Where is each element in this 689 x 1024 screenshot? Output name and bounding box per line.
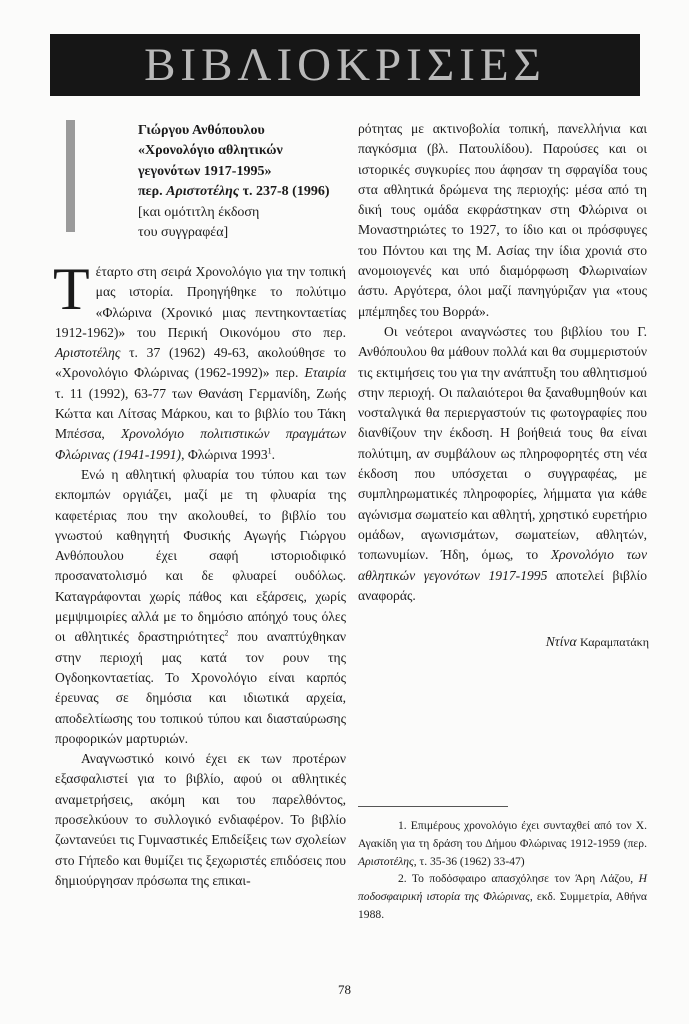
paragraph-4: ρότητας με ακτινοβολία τοπική, πανελλήνια και παγκόσμια (βλ. Πατουλίδου). Παρούσες και οι ιστορικές συγκυρίες που άφησαν τη σφραγίδα τους στα αθλητικά δρώμενα της περιοχής: μέσα από τη δική τους ομάδα εκφράστηκαν στη Φλώρινα οι Μοναστηριώτες το 1927, το ίδιο και οι πρόσφυγες του Πόντου και της Μ. Ασίας την ίδια χρονιά στο ανομοιογενές και υπό διαμόρφωση Φλωριναίων άστυ. Αργότερα, όλοι μαζί πανηγύριζαν για «τους μπέμπηδες του Βορρά». [358,121,647,319]
drop-cap: Τ [53,256,90,322]
book-title-line-2: γεγονότων 1917-1995» [138,163,272,179]
book-reference: περ. Αριστοτέλης τ. 237-8 (1996) [138,184,330,200]
edition-note-line-2: του συγγραφέα] [138,225,229,241]
right-column [358,119,647,606]
decorative-bar [66,120,75,232]
section-title: ΒΙΒΛΙΟΚΡΙΣΙΕΣ [144,38,546,91]
footnotes [358,817,647,924]
paragraph-3: Αναγνωστικό κοινό έχει εκ των προτέρων εξασφαλιστεί για το βιβλίο, αφού οι αθλητικές αναμετρήσεις, ακόμη και του παρελθόντος, προσελκύουν το συλλογικό ενδιαφέρον. Το βιβλίο ζωντανεύει τις Γυμναστικές Επιδείξεις των σχολείων στο Γήπεδο και θυμίζει τις ξεχωριστές επιδόσεις που δημιούργησαν πρόσωπα της επικαι- [55,751,346,888]
left-column [53,256,347,891]
footnote-2: 2. Το ποδόσφαιρο απασχόλησε τον Άρη Λάζου, Η ποδοσφαιρική ιστορία της Φλώρινας, εκδ. Συμμετρία, Αθήνα 1988. [358,872,647,921]
review-header [138,121,350,243]
book-title-line-1: «Χρονολόγιο αθλητικών [138,143,283,159]
footnote-1: 1. Επιμέρους χρονολόγιο έχει συνταχθεί από τον Χ. Αγακίδη για τη δράση του Δήμου Φλώρινας 1912-1959 (περ. Αριστοτέλης, τ. 35-36 (1962) 33-47) [358,819,647,868]
edition-note-line-1: [και ομότιτλη έκδοση [138,204,260,220]
page-number: 78 [338,982,351,997]
paragraph-5: Οι νεότεροι αναγνώστες του βιβλίου του Γ. Ανθόπουλου θα μάθουν πολλά και θα συμμεριστούν τις εκτιμήσεις του για την ανάπτυξη του αθλητισμού στην περιοχή. Οι παλαιότεροι θα ξαναθυμηθούν και νοσταλγικά θα περιεργαστούν τις φωτογραφίες που διανθίζουν την έκδοση. Η βοήθειά τους θα είναι πολύτιμη, αν συμβάλουν ως πληροφορητές στη νέα έκδοση που υπόσχεται ο συγγραφέας, με συμπληρωματικές πληροφορίες, λήμματα για κάθε αγώνισμα σωματείο και αθλητή, χρηστικό ευρετήριο ομάδων, αγωνισμάτων, σωματείων, αθλητών, τοπωνυμίων. Ήδη, όμως, το Χρονολόγιο των αθλητικών γεγονότων 1917-1995 αποτελεί βιβλίο αναφοράς. [358,323,647,603]
footnote-ref-2: 2 [224,628,229,638]
reviewer-signature: Ντίνα Καραμπατάκη [545,634,649,649]
paragraph-1: Τέταρτο στη σειρά Χρονολόγιο για την τοπική μας ιστορία. Προηγήθηκε το πολύτιμο «Φλώρινα (Χρονικό μιας πεντηκονταετίας 1912-1962)» του Περική Οικονόμου στο περ. Αριστοτέλης τ. 37 (1962) 49-63, ακολούθησε το «Χρονολόγιο Φλώρινας (1962-1992)» περ. Εταιρία τ. 11 (1992), 63-77 των Θανάση Γερμανίδη, Ζωής Κώττα και Λίτσας Μάρκου, και το βιβλίο του Τάκη Μπέσσα, Χρονολόγιο πολιτιστικών πραγμάτων Φλώρινας (1941-1991), Φλώρινα 1993$^1$. [53,256,347,462]
paragraph-2: Ενώ η αθλητική φλυαρία του τύπου και των εκπομπών οργιάζει, μαζί με τη φλυαρία της καφετέριας που την ακολουθεί, το βιβλίο του γνωστού καθηγητή Φυσικής Αγωγής Γιώργου Ανθόπουλου έχει σαφή ιστοριοδιφικό προσανατολισμό και δε φλυαρεί ουδόλως. Καταγράφονται χωρίς πάθος και εξάρσεις, χωρίς μεμψιμοιρίες αλλά με το δημόσιο απόηχό τους όλες οι αθλητικές δραστηριότητες$^2$ που αναπτύχθηκαν στην περιοχή μας κατά τον ρουν της Ογδοηκονταετίας. Το Χρονολόγιο είναι καρπός έρευνας σε δημόσια και ιδιωτικά αρχεία, αποδελτίωσης του τοπικού τύπου και διασταύρωσης προφορικών μαρτυριών. [55,466,346,746]
book-author: Γιώργου Ανθόπουλου [138,123,265,138]
section-banner [50,34,640,96]
footnote-divider [358,806,508,807]
footnote-ref-1: 1 [267,446,272,456]
